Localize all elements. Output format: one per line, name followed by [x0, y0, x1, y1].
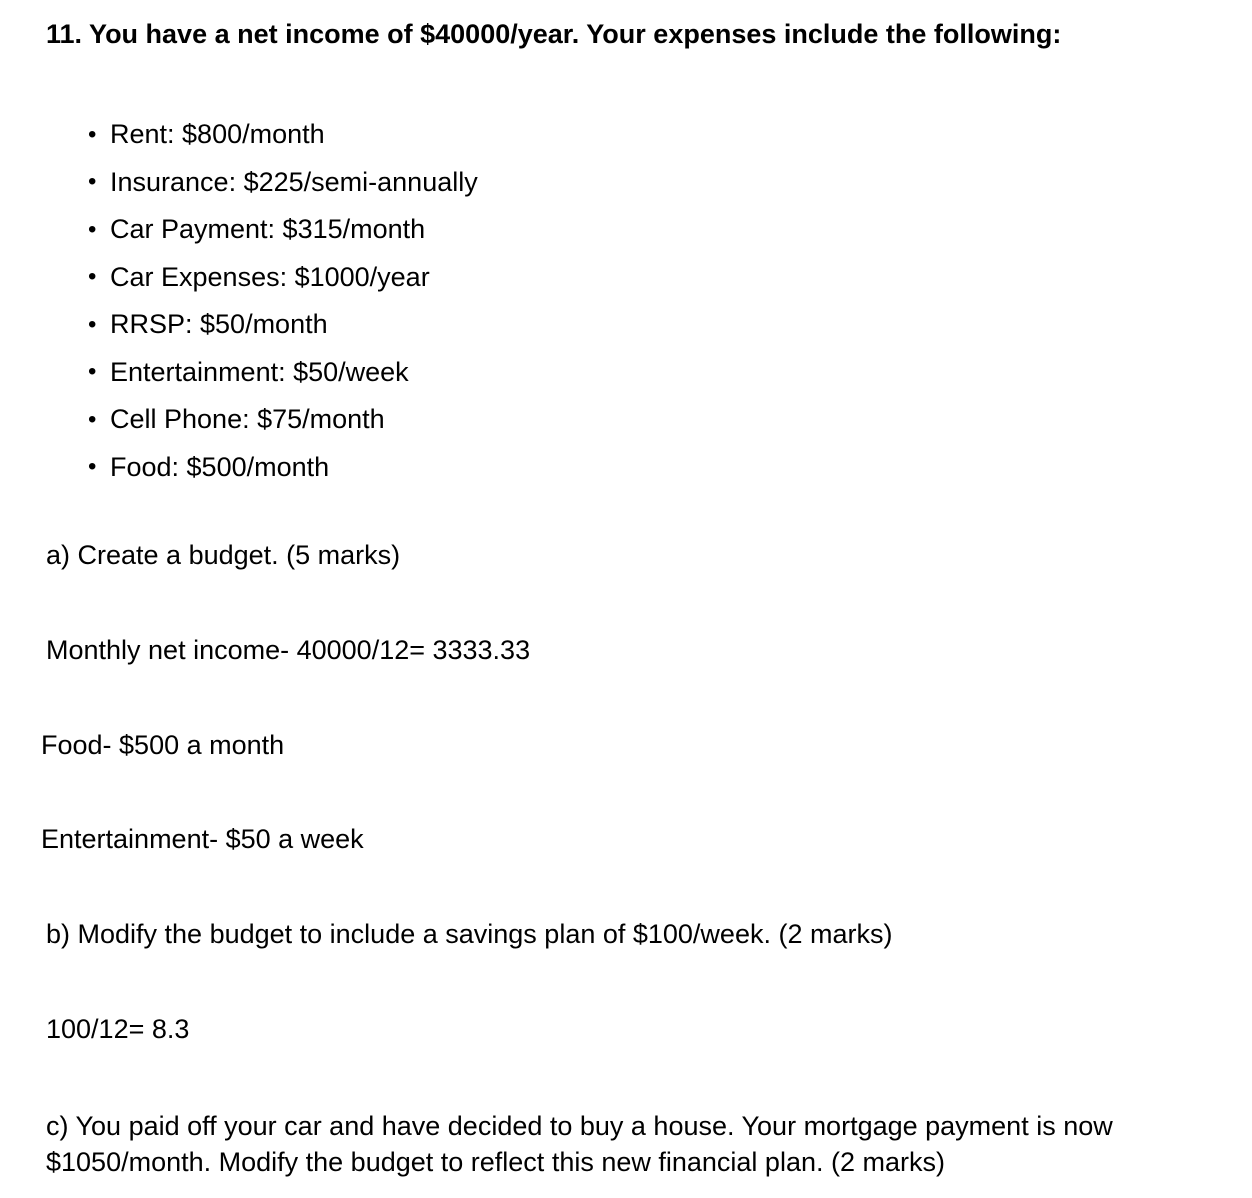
- expense-text: Rent: $800/month: [110, 119, 325, 150]
- bullet-icon: •: [88, 358, 97, 386]
- list-item: [88, 111, 478, 159]
- part-b-answer: 100/12= 8.3: [46, 1014, 190, 1044]
- bullet-icon: •: [88, 310, 97, 338]
- part-b-prompt: b) Modify the budget to include a savings plan of $100/week. (2 marks): [46, 919, 893, 949]
- list-item: [88, 254, 478, 302]
- bullet-icon: •: [88, 405, 97, 433]
- bullet-icon: •: [88, 120, 97, 148]
- question-title: 11. You have a net income of $40000/year. Your expenses include the following:: [46, 19, 1062, 49]
- bullet-icon: •: [88, 263, 97, 291]
- expense-text: Cell Phone: $75/month: [110, 404, 385, 435]
- list-item: [88, 206, 478, 254]
- list-item: [88, 301, 478, 349]
- expense-list: [88, 111, 478, 491]
- expense-text: Car Expenses: $1000/year: [110, 261, 430, 292]
- expense-text: RRSP: $50/month: [110, 309, 328, 340]
- expense-text: Entertainment: $50/week: [110, 356, 409, 387]
- part-a-prompt: a) Create a budget. (5 marks): [46, 540, 401, 570]
- list-item: [88, 349, 478, 397]
- list-item: [88, 444, 478, 492]
- expense-text: Insurance: $225/semi-annually: [110, 166, 478, 197]
- monthly-income-answer: Monthly net income- 40000/12= 3333.33: [46, 635, 531, 665]
- entertainment-answer: Entertainment- $50 a week: [41, 824, 364, 854]
- food-answer: Food- $500 a month: [41, 730, 285, 760]
- list-item: [88, 159, 478, 207]
- expense-text: Car Payment: $315/month: [110, 214, 426, 245]
- bullet-icon: •: [88, 453, 97, 481]
- bullet-icon: •: [88, 215, 97, 243]
- part-c-prompt: c) You paid off your car and have decided to buy a house. Your mortgage payment is now $1050/month. Modify the budget to reflect this new financial plan. (2 marks): [46, 1111, 1113, 1177]
- bullet-icon: •: [88, 168, 97, 196]
- list-item: [88, 396, 478, 444]
- expense-text: Food: $500/month: [110, 451, 330, 482]
